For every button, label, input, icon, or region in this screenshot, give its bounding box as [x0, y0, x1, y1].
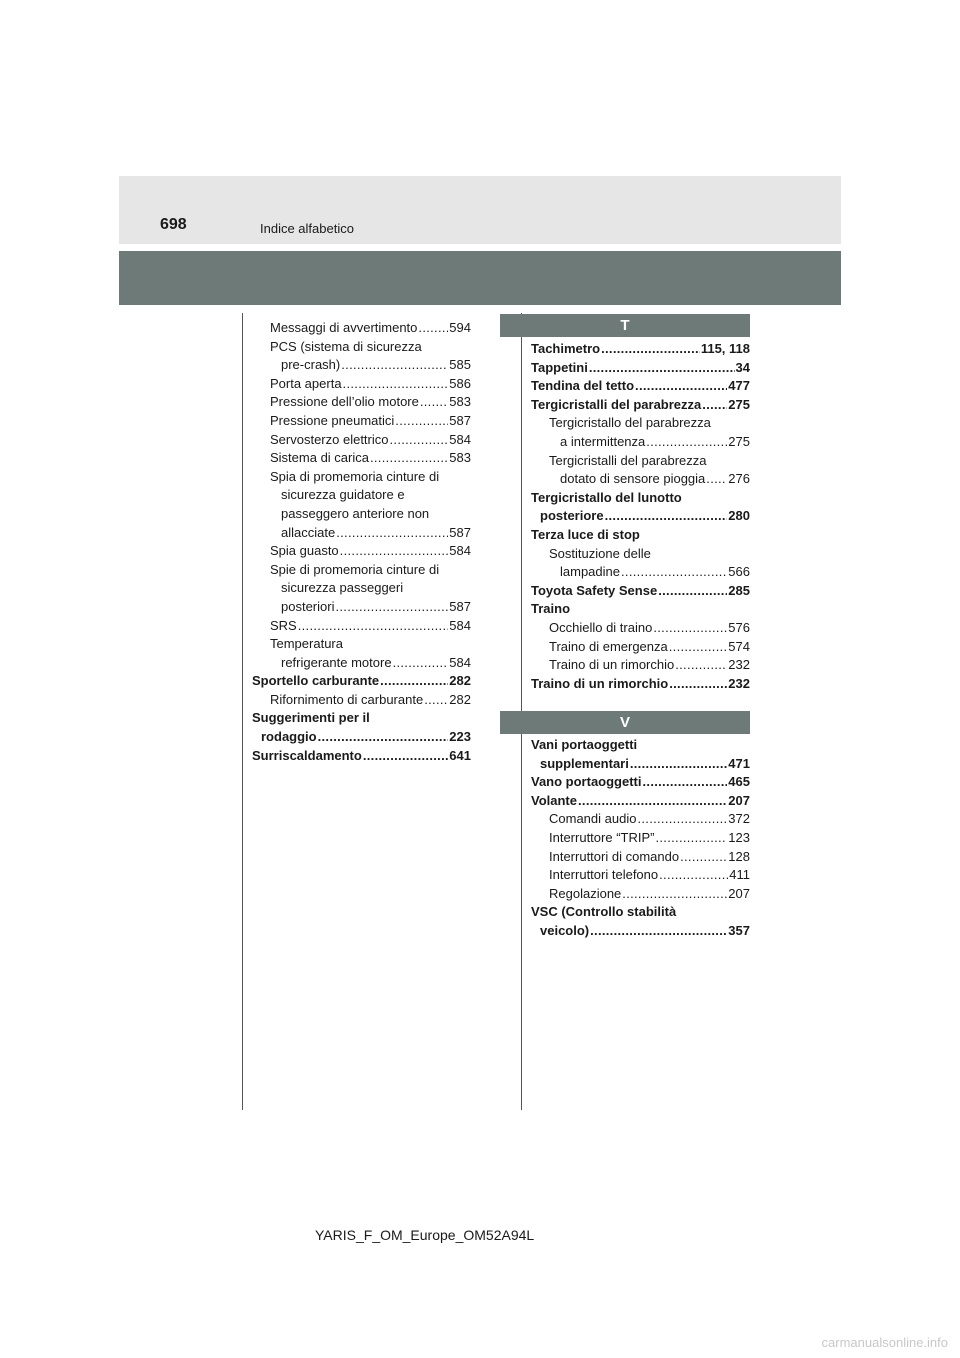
index-entry: Temperatura: [270, 636, 343, 652]
index-entry-main[interactable]: Tappetini ..... 34: [531, 359, 750, 378]
watermark: carmanualsonline.info: [821, 1335, 948, 1350]
index-entry[interactable]: Occhiello di traino ..... 576: [531, 619, 750, 638]
index-entry[interactable]: Comandi audio ..... 372: [531, 810, 750, 829]
index-entry-main[interactable]: Tachimetro ..... 115, 118: [531, 340, 750, 359]
index-column-right-v: [531, 736, 750, 941]
index-entry-main[interactable]: Traino: [531, 601, 571, 617]
index-column-left: [252, 319, 471, 765]
index-entry[interactable]: Pressione pneumatici ..... 587: [252, 412, 471, 431]
index-entry: Tergicristalli del parabrezza: [549, 452, 707, 468]
index-entry-continuation[interactable]: dotato di sensore pioggia ..... 276: [531, 470, 750, 489]
index-entry[interactable]: Regolazione ..... 207: [531, 885, 750, 904]
index-entry[interactable]: Interruttori di comando ..... 128: [531, 848, 750, 867]
index-entry-main: VSC (Controllo stabilità: [531, 904, 677, 920]
index-entry: Tergicristallo del parabrezza: [549, 415, 711, 431]
index-entry: PCS (sistema di sicurezza: [270, 338, 422, 354]
index-entry[interactable]: Interruttore “TRIP” ..... 123: [531, 829, 750, 848]
index-entry[interactable]: Rifornimento di carburante ..... 282: [252, 691, 471, 710]
index-entry[interactable]: SRS ..... 584: [252, 617, 471, 636]
index-entry-main[interactable]: Volante ..... 207: [531, 792, 750, 811]
column-divider-left: [242, 313, 243, 1110]
index-entry-continuation[interactable]: a intermittenza ..... 275: [531, 433, 750, 452]
index-entry: Spia di promemoria cinture di: [270, 468, 440, 484]
index-entry-continuation[interactable]: posteriore ..... 280: [531, 507, 750, 526]
index-entry-continuation[interactable]: veicolo) ..... 357: [531, 922, 750, 941]
index-entry-continuation[interactable]: rodaggio ..... 223: [252, 728, 471, 747]
index-entry-continuation[interactable]: posteriori ..... 587: [252, 598, 471, 617]
index-entry-continuation: sicurezza guidatore e: [281, 487, 405, 503]
index-entry-main[interactable]: Surriscaldamento ..... 641: [252, 747, 471, 766]
header-dark-band: [119, 251, 841, 305]
index-entry: Spie di promemoria cinture di: [270, 561, 440, 577]
index-entry-continuation[interactable]: pre-crash) ..... 585: [252, 356, 471, 375]
index-entry-main: Suggerimenti per il: [252, 710, 370, 726]
index-entry[interactable]: Pressione dell’olio motore ..... 583: [252, 393, 471, 412]
index-entry[interactable]: Messaggi di avvertimento ..... 594: [252, 319, 471, 338]
index-entry[interactable]: Interruttori telefono ..... 411: [531, 866, 750, 885]
index-entry-main: Vani portaoggetti: [531, 737, 638, 752]
index-entry[interactable]: Sistema di carica ..... 583: [252, 449, 471, 468]
index-entry-continuation[interactable]: lampadine ..... 566: [531, 563, 750, 582]
index-entry[interactable]: Servosterzo elettrico ..... 584: [252, 431, 471, 450]
index-entry-main[interactable]: Tendina del tetto ..... 477: [531, 377, 750, 396]
section-letter-t: T: [500, 314, 750, 337]
index-entry-main: Tergicristallo del lunotto: [531, 489, 682, 505]
index-entry-continuation: sicurezza passeggeri: [281, 580, 404, 596]
index-entry-main[interactable]: Traino di un rimorchio ..... 232: [531, 675, 750, 694]
index-entry-continuation[interactable]: allacciate ..... 587: [252, 524, 471, 543]
index-entry-main[interactable]: Tergicristalli del parabrezza ..... 275: [531, 396, 750, 415]
index-entry-continuation[interactable]: supplementari ..... 471: [531, 755, 750, 774]
document-code: YARIS_F_OM_Europe_OM52A94L: [315, 1227, 535, 1243]
index-entry-main[interactable]: Toyota Safety Sense ..... 285: [531, 582, 750, 601]
index-entry[interactable]: Traino di un rimorchio ..... 232: [531, 656, 750, 675]
index-entry[interactable]: Traino di emergenza ..... 574: [531, 638, 750, 657]
index-entry-main[interactable]: Terza luce di stop: [531, 526, 640, 542]
page-number: 698: [160, 216, 187, 233]
index-entry-continuation[interactable]: refrigerante motore ..... 584: [252, 654, 471, 673]
index-entry-main[interactable]: Vano portaoggetti ..... 465: [531, 773, 750, 792]
header-band: [119, 176, 841, 244]
index-entry: Sostituzione delle: [549, 545, 651, 561]
index-entry[interactable]: Spia guasto ..... 584: [252, 542, 471, 561]
index-entry[interactable]: Porta aperta ..... 586: [252, 375, 471, 394]
section-letter-v: V: [500, 711, 750, 734]
index-entry-main[interactable]: Sportello carburante ..... 282: [252, 672, 471, 691]
index-column-right-t: [531, 340, 750, 693]
section-title: Indice alfabetico: [260, 221, 354, 236]
index-entry-continuation: passeggero anteriore non: [281, 505, 430, 521]
